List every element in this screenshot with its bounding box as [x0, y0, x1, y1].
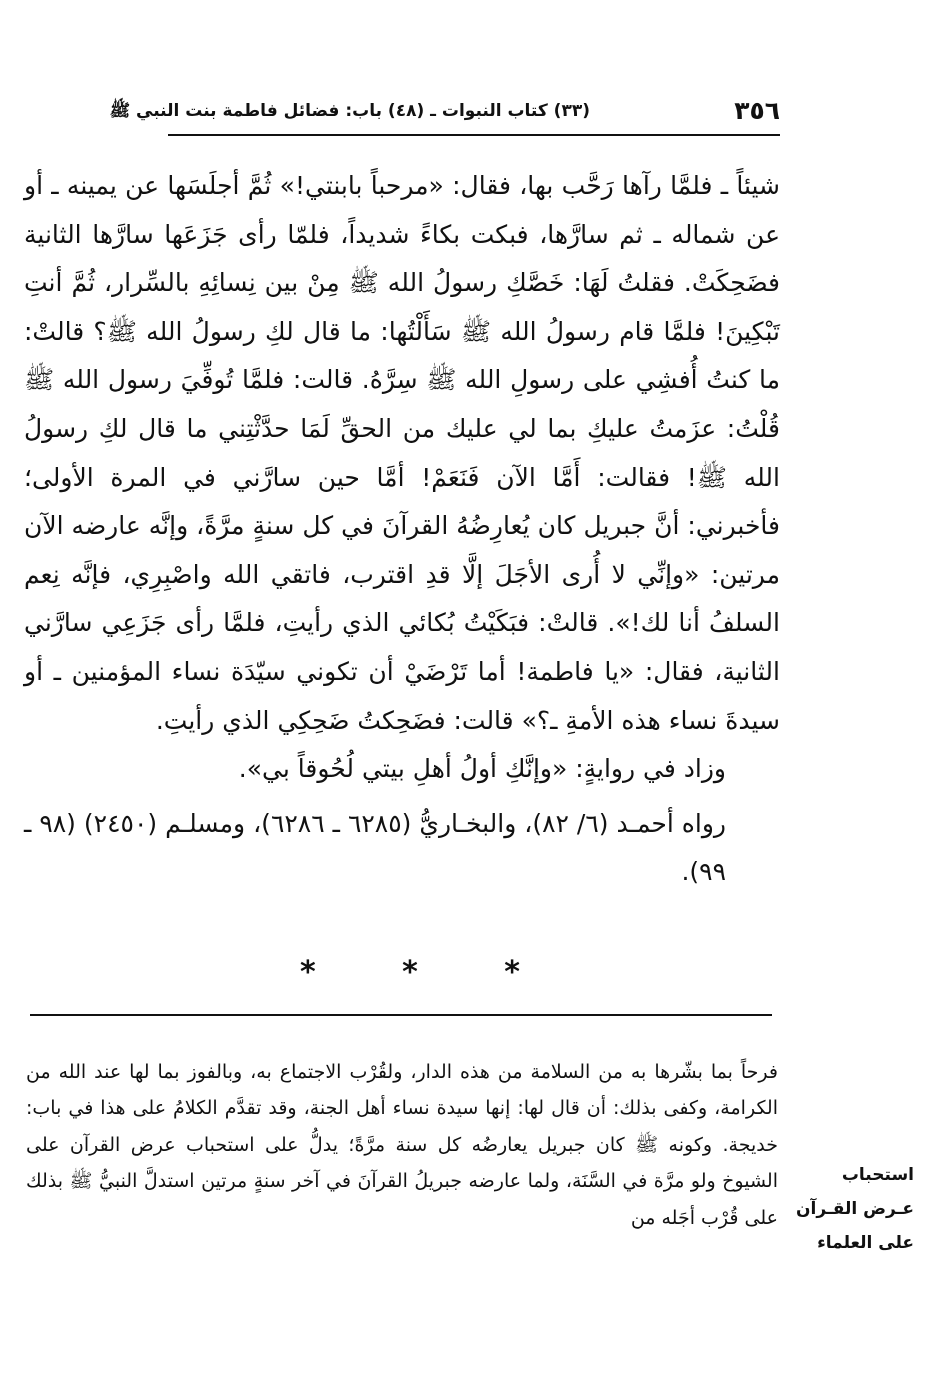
hadith-paragraph: شيئاً ـ فلمَّا رآها رَحَّب بها، فقال: «مرحباً بابنتي!» ثُمَّ أجلَسَها عن يمينه ـ أو عن شماله ـ ثم سارَّها، فبكت بكاءً شديداً، فلمّا رأى جَزَعَها سارَّها الثانية فضَحِكَتْ. فقلتُ لَهَا: خَصَّكِ رسولُ الله ﷺ مِنْ بين نِسائِهِ بالسِّرار، ثُمَّ أنتِ تَبْكِينَ! فلمَّا قام رسولُ الله ﷺ سَأَلْتُها: ما قال لكِ رسولُ الله ﷺ؟ قالتْ: ما كنتُ أُفشِي على رسولِ الله ﷺ سِرَّهُ. قالت: فلمَّا تُوفِّيَ رسول الله ﷺ قُلْتُ: عزَمتُ عليكِ بما لي عليك من الحقِّ لَمَا حدَّثْتِني ما قال لكِ رسولُ الله ﷺ! فقالت: أَمَّا الآن فَنَعَمْ! أمَّا حين سارَّني في المرة الأولى؛ فأخبرني: أنَّ جبريل كان يُعارِضُهُ القرآنَ في كل سنةٍ مرَّةً، وإنَّه عارضه الآن مرتين: «وإنِّي لا أُرى الأجَلَ إلَّا قدِ اقترب، فاتقي الله واصْبِرِي، فإنَّه نِعم السلفُ أنا لك!». قالتْ: فبَكَيْتُ بُكائي الذي رأيتِ، فلمَّا رأى جَزَعِي سارَّني الثانية، فقال: «يا فاطمة! أما تَرْضَيْ أن تكوني سيّدَة نساء المؤمنين ـ أو سيدةَ نساء هذه الأمةِ ـ؟» قالت: فضَحِكتُ ضَحِكِي الذي رأيتِ. — [24, 171, 780, 735]
separator-star: * — [300, 955, 316, 990]
running-title: (٣٣) كتاب النبوات ـ (٤٨) باب: فضائل فاطمة بنت النبي ﷺ — [109, 101, 590, 121]
additional-narration: وزاد في روايةٍ: «وإنَّكِ أولُ أهلِ بيتي لُحُوقاً بي». — [238, 754, 726, 784]
margin-note-line: على العلماء — [817, 1233, 914, 1253]
hadith-source: رواه أحمـد (٦/ ٨٢)، والبخـاريُّ (٦٢٨٥ ـ ٦٢٨٦)، ومسلـم (٢٤٥٠) (٩٨ ـ ٩٩). — [24, 808, 726, 887]
margin-note — [784, 1158, 914, 1260]
page-header — [109, 96, 780, 136]
page-number: ٣٥٦ — [734, 96, 780, 125]
header-rule — [168, 134, 780, 136]
margin-note-line: عـرض القـرآن — [796, 1199, 914, 1219]
separator-star: * — [504, 955, 520, 990]
main-text — [24, 162, 780, 897]
margin-note-line: استحباب — [841, 1165, 914, 1185]
section-separator — [300, 955, 520, 995]
footnote-text: فرحاً بما بشّرها به من السلامة من هذه الدار، ولقُرْب الاجتماع به، وبالفوز بما لها عند الله من الكرامة، وكفى بذلك: أن قال لها: إنها سيدة نساء أهل الجنة، وقد تقدَّم الكلامُ على هذا في باب: خديجة. وكونه ﷺ كان جبريل يعارضُه كل سنة مرَّةً؛ يدلُّ على استحباب عرض القرآن على الشيوخ ولو مرَّة في السَّنَة، ولما عارضه جبريلُ القرآنَ في آخر سنةٍ مرتين استدلَّ النبيُّ ﷺ بذلك على قُرْب أجَله من — [26, 1061, 778, 1229]
footnote-rule — [30, 1014, 772, 1016]
separator-star: * — [402, 955, 418, 990]
